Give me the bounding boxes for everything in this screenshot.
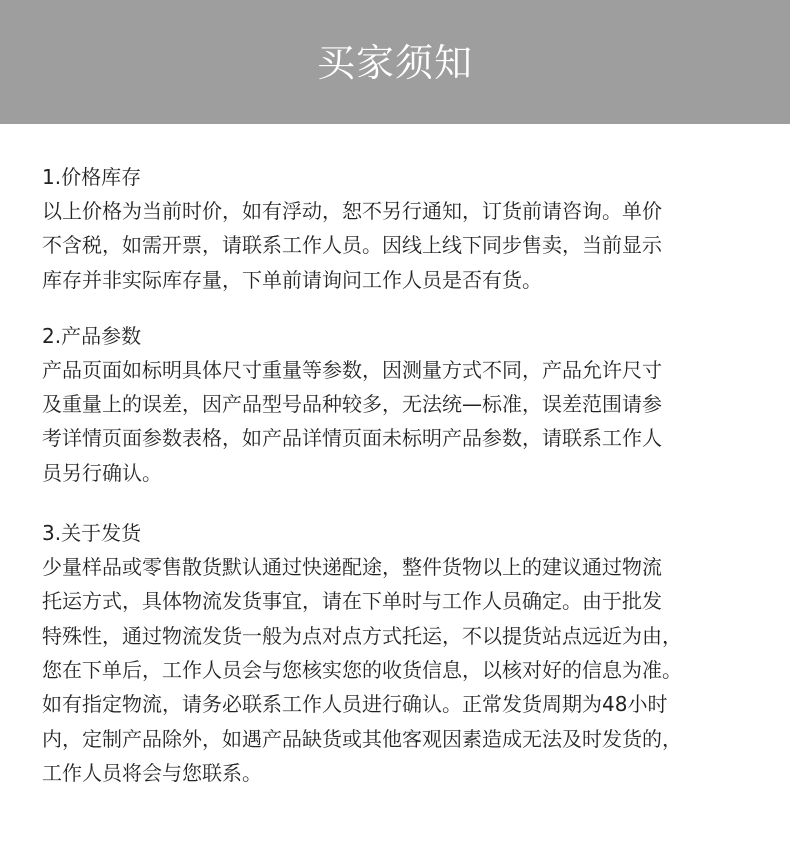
section-price-stock [42, 124, 746, 297]
section-heading: 2.产品参数 [42, 323, 142, 348]
paragraph-line: 不含税，如需开票，请联系工作人员。因线上线下同步售卖，当前显示 [42, 233, 662, 258]
paragraph-line: 工作人员将会与您联系。 [42, 760, 262, 785]
paragraph-line: 员另行确认。 [42, 460, 162, 485]
paragraph-line: 以上价格为当前时价，如有浮动，恕不另行通知，订货前请咨询。单价 [42, 199, 662, 223]
notice-content [0, 124, 790, 790]
paragraph-line: 考详情页面参数表格，如产品详情页面未标明产品参数，请联系工作人 [42, 426, 662, 451]
section-shipping [42, 490, 746, 790]
paragraph-line: 及重量上的误差，因产品型号品种较多，无法统—标准，误差范围请参 [42, 392, 662, 417]
section-product-params [42, 297, 746, 490]
paragraph-line: 库存并非实际库存量，下单前请询问工作人员是否有货。 [42, 267, 542, 292]
page-title: 买家须知 [316, 40, 473, 85]
paragraph-line: 内，定制产品除外，如遇产品缺货或其他客观因素造成无法及时发货的， [42, 726, 682, 751]
header-banner [0, 0, 790, 124]
paragraph-line: 托运方式，具体物流发货事宜，请在下单时与工作人员确定。由于批发 [42, 589, 662, 614]
section-heading: 1.价格库存 [42, 165, 142, 189]
paragraph-line: 您在下单后，工作人员会与您核实您的收货信息，以核对好的信息为准。 [42, 657, 682, 682]
paragraph-line: 少量样品或零售散货默认通过快递配途，整件货物以上的建议通过物流 [42, 555, 662, 580]
section-heading: 3.关于发货 [42, 521, 142, 546]
paragraph-line: 产品页面如标明具体尺寸重量等参数，因测量方式不同，产品允许尺寸 [42, 357, 662, 382]
paragraph-line: 如有指定物流，请务必联系工作人员进行确认。正常发货周期为48小时 [42, 692, 668, 717]
paragraph-line: 特殊性，通过物流发货一般为点对点方式托运，不以提货站点远近为由， [42, 623, 682, 648]
